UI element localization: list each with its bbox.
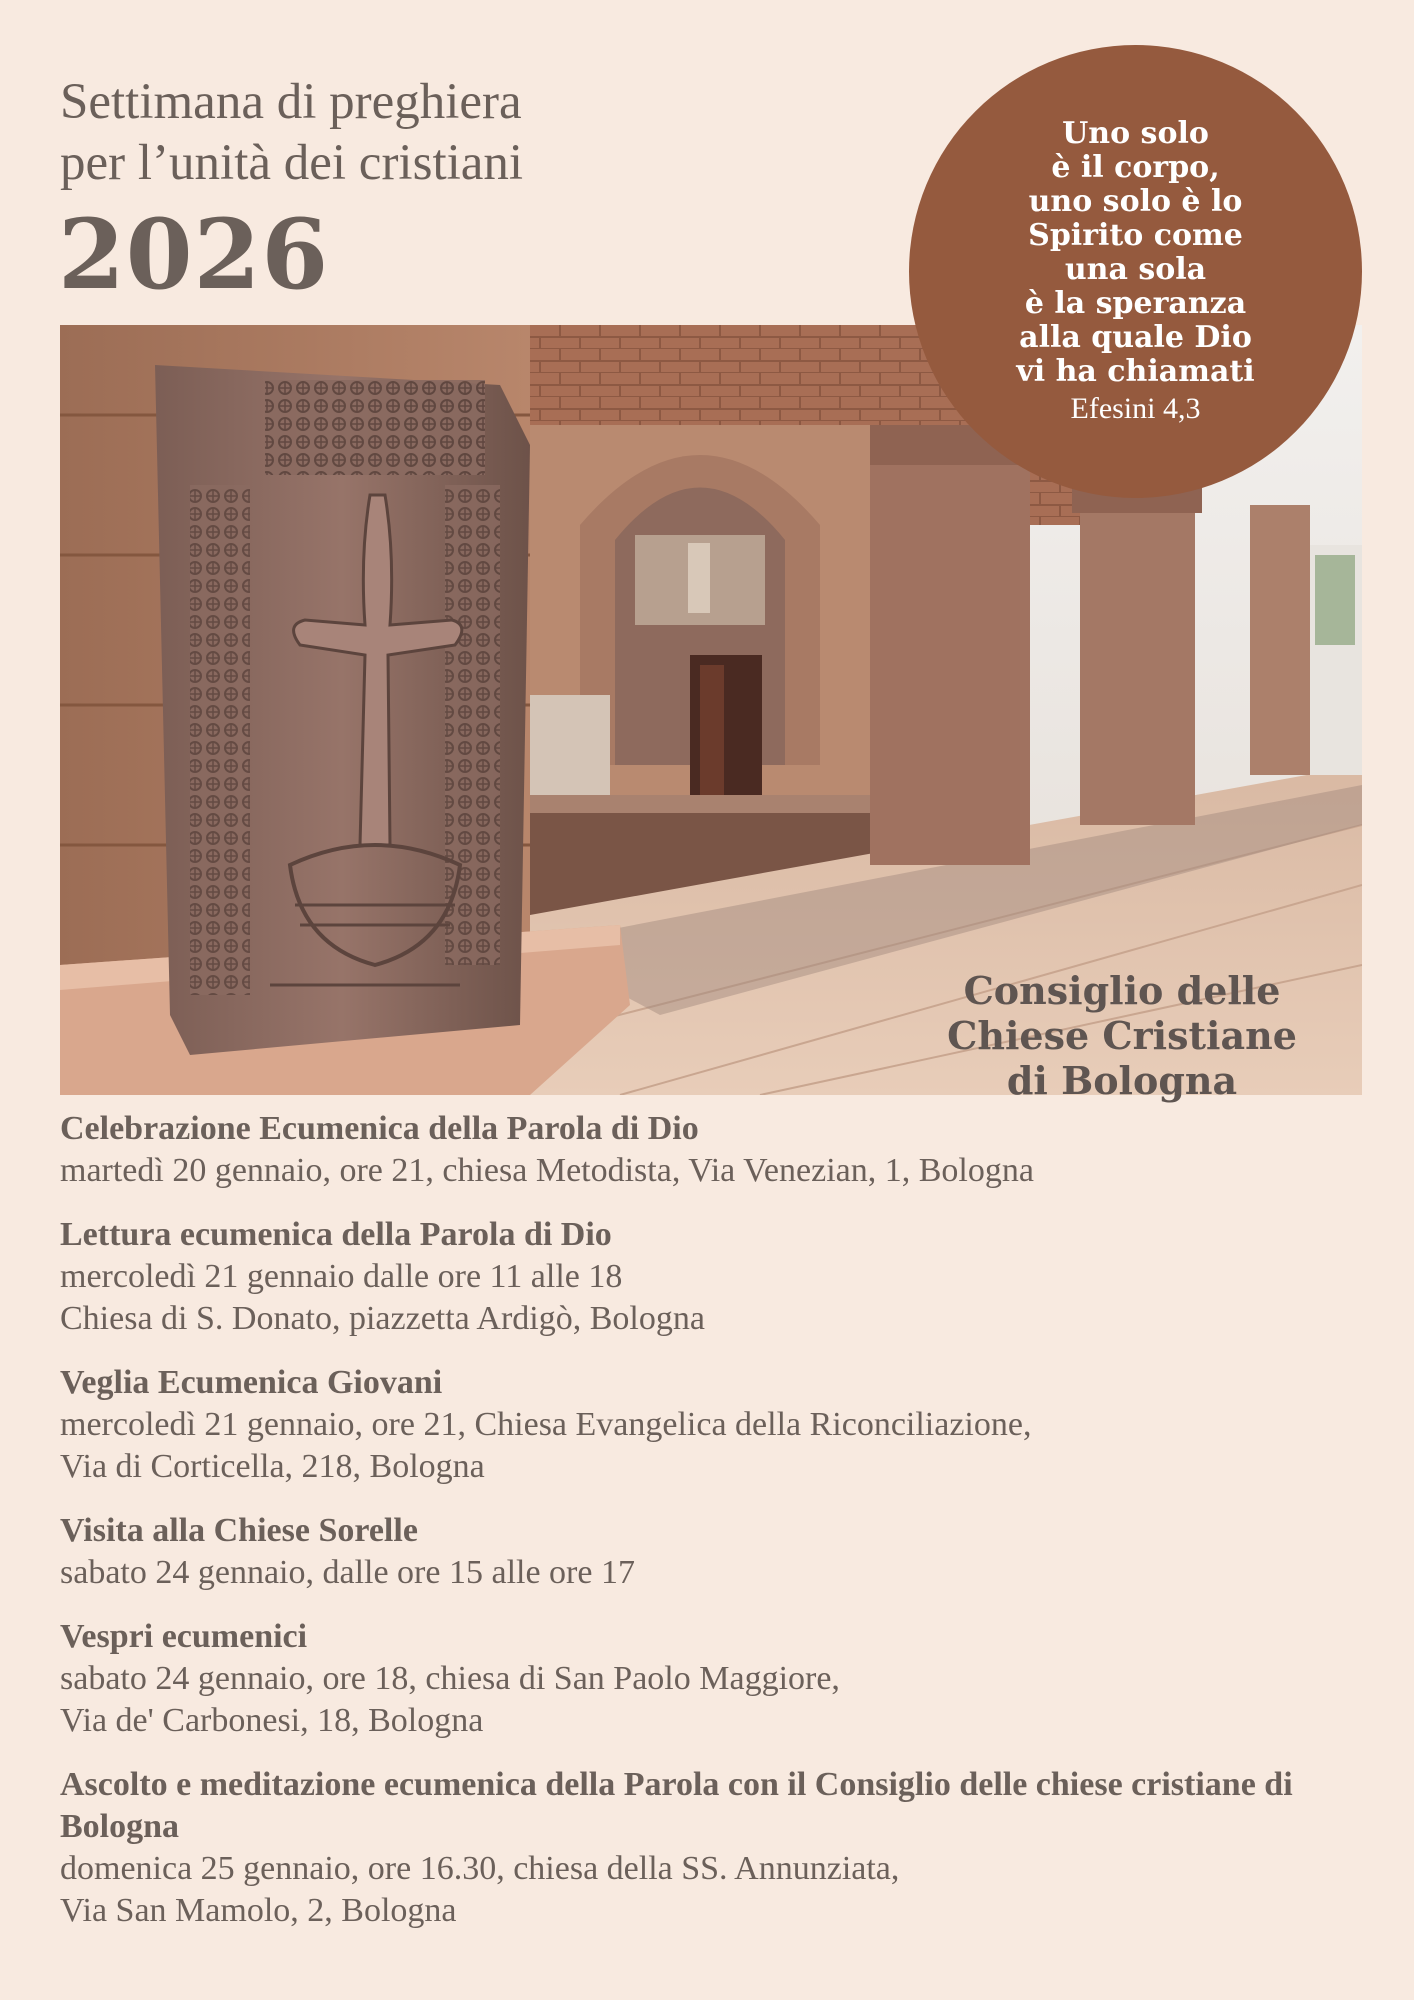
event-title: Lettura ecumenica della Parola di Dio — [60, 1216, 612, 1253]
event-detail: sabato 24 gennaio, ore 18, chiesa di San Paolo Maggiore, — [60, 1660, 840, 1697]
event-item — [60, 1510, 1360, 1594]
quote-line-3: uno solo è lo — [1028, 183, 1243, 219]
quote-line-4: Spirito come — [1028, 217, 1243, 253]
event-item — [60, 1362, 1360, 1488]
event-title: Vespri ecumenici — [60, 1618, 308, 1655]
council-name — [912, 968, 1332, 1103]
event-item — [60, 1764, 1360, 1932]
council-line-1: Consiglio delle — [963, 968, 1281, 1013]
event-item — [60, 1616, 1360, 1742]
quote-line-8: vi ha chiamati — [1016, 353, 1255, 389]
event-detail: Via San Mamolo, 2, Bologna — [60, 1892, 457, 1929]
event-detail: domenica 25 gennaio, ore 16.30, chiesa della SS. Annunziata, — [60, 1850, 900, 1887]
title-line-2: per l’unità dei cristiani — [60, 135, 524, 191]
event-title: Celebrazione Ecumenica della Parola di Dio — [60, 1110, 699, 1147]
quote-reference: Efesini 4,3 — [1070, 391, 1201, 425]
quote-line-1: Uno solo — [1062, 115, 1209, 151]
event-title: Visita alla Chiese Sorelle — [60, 1512, 418, 1549]
quote-badge — [909, 45, 1362, 498]
quote-line-5: una sola — [1064, 251, 1207, 287]
event-detail: sabato 24 gennaio, dalle ore 15 alle ore 17 — [60, 1554, 635, 1591]
event-title: Veglia Ecumenica Giovani — [60, 1364, 443, 1401]
poster-title — [60, 72, 523, 194]
quote-line-6: è la speranza — [1024, 285, 1247, 321]
event-item — [60, 1108, 1360, 1192]
event-item — [60, 1214, 1360, 1340]
council-line-2: Chiese Cristiane — [947, 1013, 1297, 1058]
council-line-3: di Bologna — [1006, 1058, 1238, 1103]
event-detail: Chiesa di S. Donato, piazzetta Ardigò, Bologna — [60, 1300, 705, 1337]
quote-line-2: è il corpo, — [1051, 149, 1220, 185]
year-label: 2026 — [58, 198, 330, 311]
quote-line-7: alla quale Dio — [1019, 319, 1252, 355]
title-line-1: Settimana di preghiera — [60, 74, 522, 130]
event-list — [60, 1108, 1360, 1954]
event-detail: mercoledì 21 gennaio dalle ore 11 alle 18 — [60, 1258, 623, 1295]
event-detail: mercoledì 21 gennaio, ore 21, Chiesa Evangelica della Riconciliazione, — [60, 1406, 1032, 1443]
event-detail: martedì 20 gennaio, ore 21, chiesa Metodista, Via Venezian, 1, Bologna — [60, 1152, 1034, 1189]
event-detail: Via di Corticella, 218, Bologna — [60, 1448, 485, 1485]
event-title: Ascolto e meditazione ecumenica della Parola con il Consiglio delle chiese cristiane di Bologna — [60, 1766, 1293, 1845]
event-detail: Via de' Carbonesi, 18, Bologna — [60, 1702, 484, 1739]
